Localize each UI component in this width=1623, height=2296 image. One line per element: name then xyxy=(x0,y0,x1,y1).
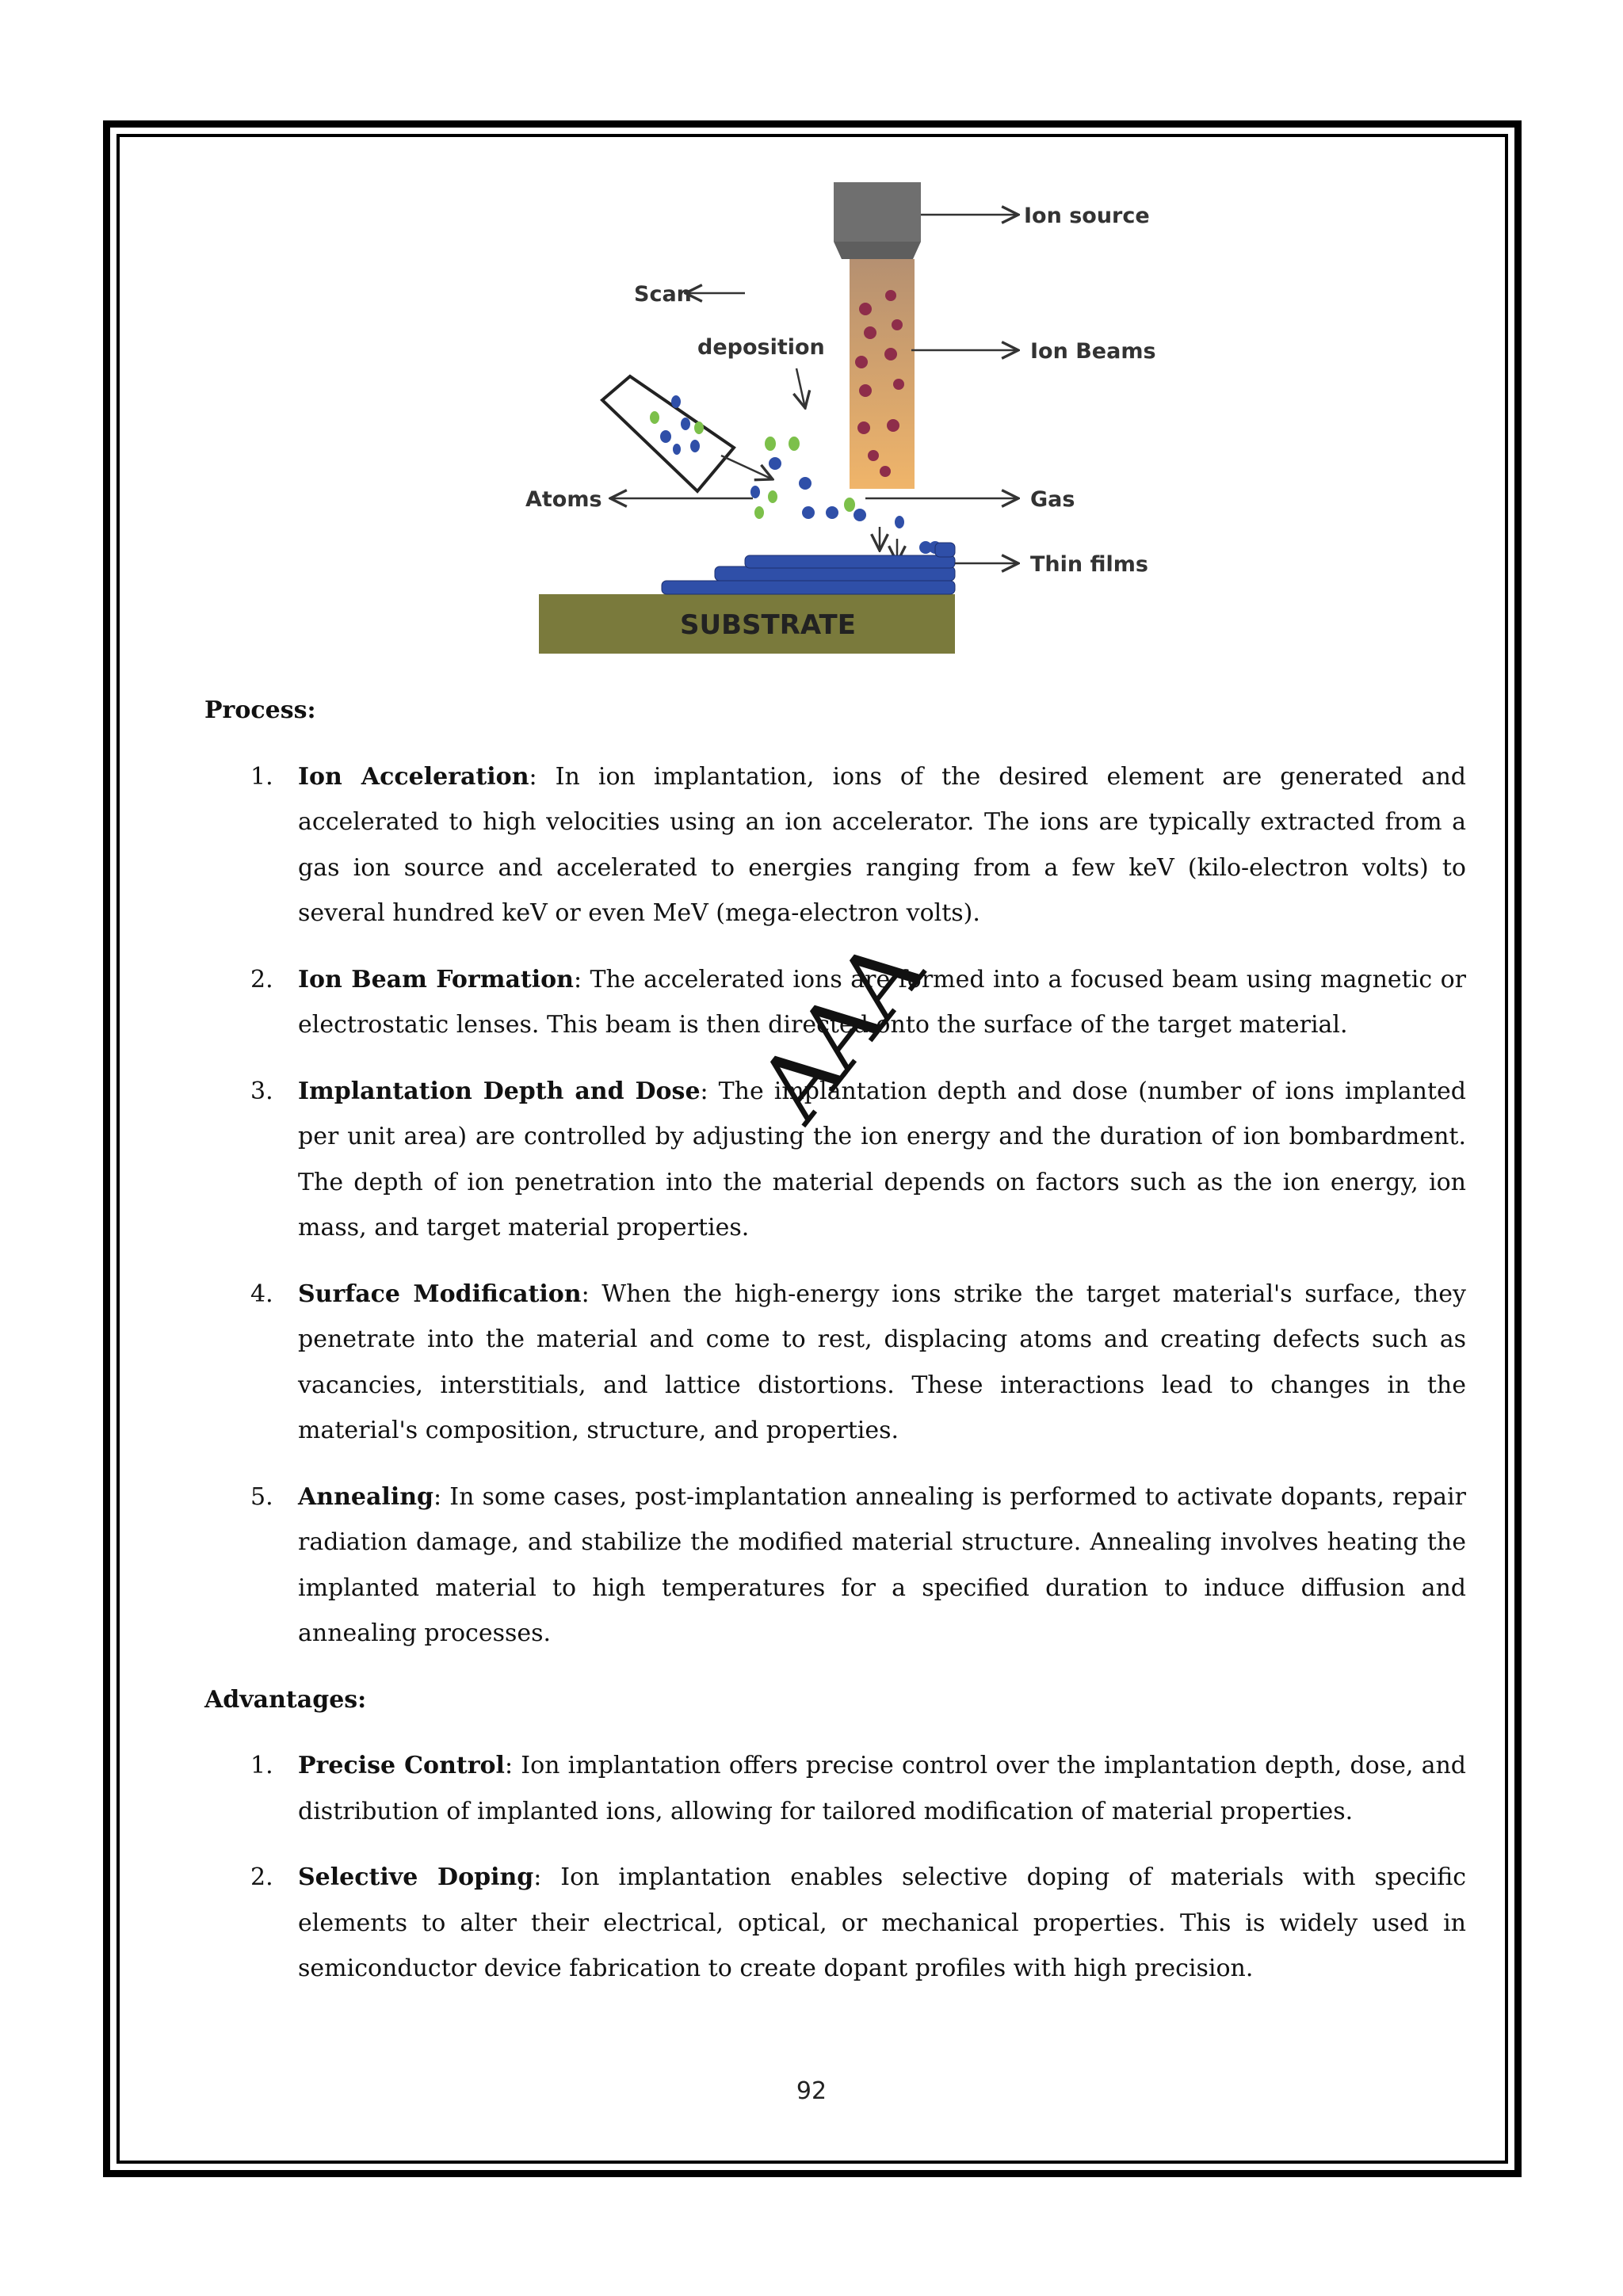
item-number: 3. xyxy=(250,1077,273,1105)
page-content xyxy=(204,688,1466,2012)
item-term: Surface Modification xyxy=(298,1280,582,1308)
label-gas: Gas xyxy=(1030,487,1075,512)
item-text: : When the high-energy ions strike the target material's surface, they penetrate into the material and come to rest, displacing atoms and creating defects such as vacancies, interstitials, and lattice distortions. These interactions lead to changes in the material's composition, structure, and properties. xyxy=(298,1280,1466,1444)
process-list xyxy=(204,754,1466,1657)
list-item xyxy=(204,1474,1466,1657)
item-text: : Ion implantation offers precise control over the implantation depth, dose, and distribution of implanted ions, allowing for tailored modification of material properties. xyxy=(298,1752,1466,1825)
item-term: Selective Doping xyxy=(298,1863,534,1891)
item-text: : The implantation depth and dose (number of ions implanted per unit area) are controlled by adjusting the ion energy and the duration of ion bombardment. The depth of ion penetration into the material depends on factors such as the ion energy, ion mass, and target material properties. xyxy=(298,1077,1466,1241)
item-text: : In some cases, post-implantation annealing is performed to activate dopants, repair radiation damage, and stabilize the modified material structure. Annealing involves heating the implanted material to high temperatures for a specified duration to induce diffusion and annealing processes. xyxy=(298,1482,1466,1647)
ion-beam-column xyxy=(850,259,915,489)
label-ion-beams: Ion Beams xyxy=(1030,339,1156,364)
item-text: : The accelerated ions are formed into a focused beam using magnetic or electrostatic lenses. This beam is then directed onto the surface of the target material. xyxy=(298,965,1466,1039)
label-scan: Scan xyxy=(634,282,692,307)
item-number: 1. xyxy=(250,762,273,791)
list-item xyxy=(204,754,1466,936)
item-text: : Ion implantation enables selective doping of materials with specific elements to alter their electrical, optical, or mechanical properties. This is widely used in semiconductor device fabrication to create dopant profiles with high precision. xyxy=(298,1863,1467,1982)
list-item xyxy=(204,957,1466,1048)
item-number: 1. xyxy=(250,1752,273,1779)
item-number: 5. xyxy=(250,1482,273,1511)
advantages-heading: Advantages: xyxy=(204,1685,367,1714)
page-number: 92 xyxy=(796,2077,827,2105)
item-text: : In ion implantation, ions of the desired element are generated and accelerated to high velocities using an ion accelerator. The ions are typically extracted from a gas ion source and accelerated to energies ranging from a few keV (kilo-electron volts) to several hundred keV or even MeV (mega-electron volts). xyxy=(298,762,1466,927)
item-term: Annealing xyxy=(298,1482,434,1511)
watermark: AAA xyxy=(737,921,942,1141)
list-item xyxy=(204,1069,1466,1251)
item-term: Implantation Depth and Dose xyxy=(298,1077,701,1105)
item-term: Precise Control xyxy=(298,1752,505,1779)
process-heading: Process: xyxy=(204,696,316,724)
item-number: 2. xyxy=(250,965,273,994)
list-item xyxy=(204,1272,1466,1454)
ion-implantation-diagram xyxy=(507,170,1157,666)
list-item xyxy=(204,1855,1466,1992)
item-number: 2. xyxy=(250,1863,273,1891)
item-term: Ion Acceleration xyxy=(298,762,529,791)
label-ion-source: Ion source xyxy=(1024,204,1150,228)
thin-film-layer xyxy=(662,543,955,594)
ion-source-block xyxy=(834,182,921,259)
label-thin-films: Thin films xyxy=(1030,552,1148,577)
label-substrate: SUBSTRATE xyxy=(680,609,856,641)
label-deposition: deposition xyxy=(697,335,825,360)
advantages-list xyxy=(204,1743,1466,1992)
label-atoms: Atoms xyxy=(525,487,602,512)
list-item xyxy=(204,1743,1466,1834)
item-number: 4. xyxy=(250,1280,273,1308)
item-term: Ion Beam Formation xyxy=(298,965,574,994)
